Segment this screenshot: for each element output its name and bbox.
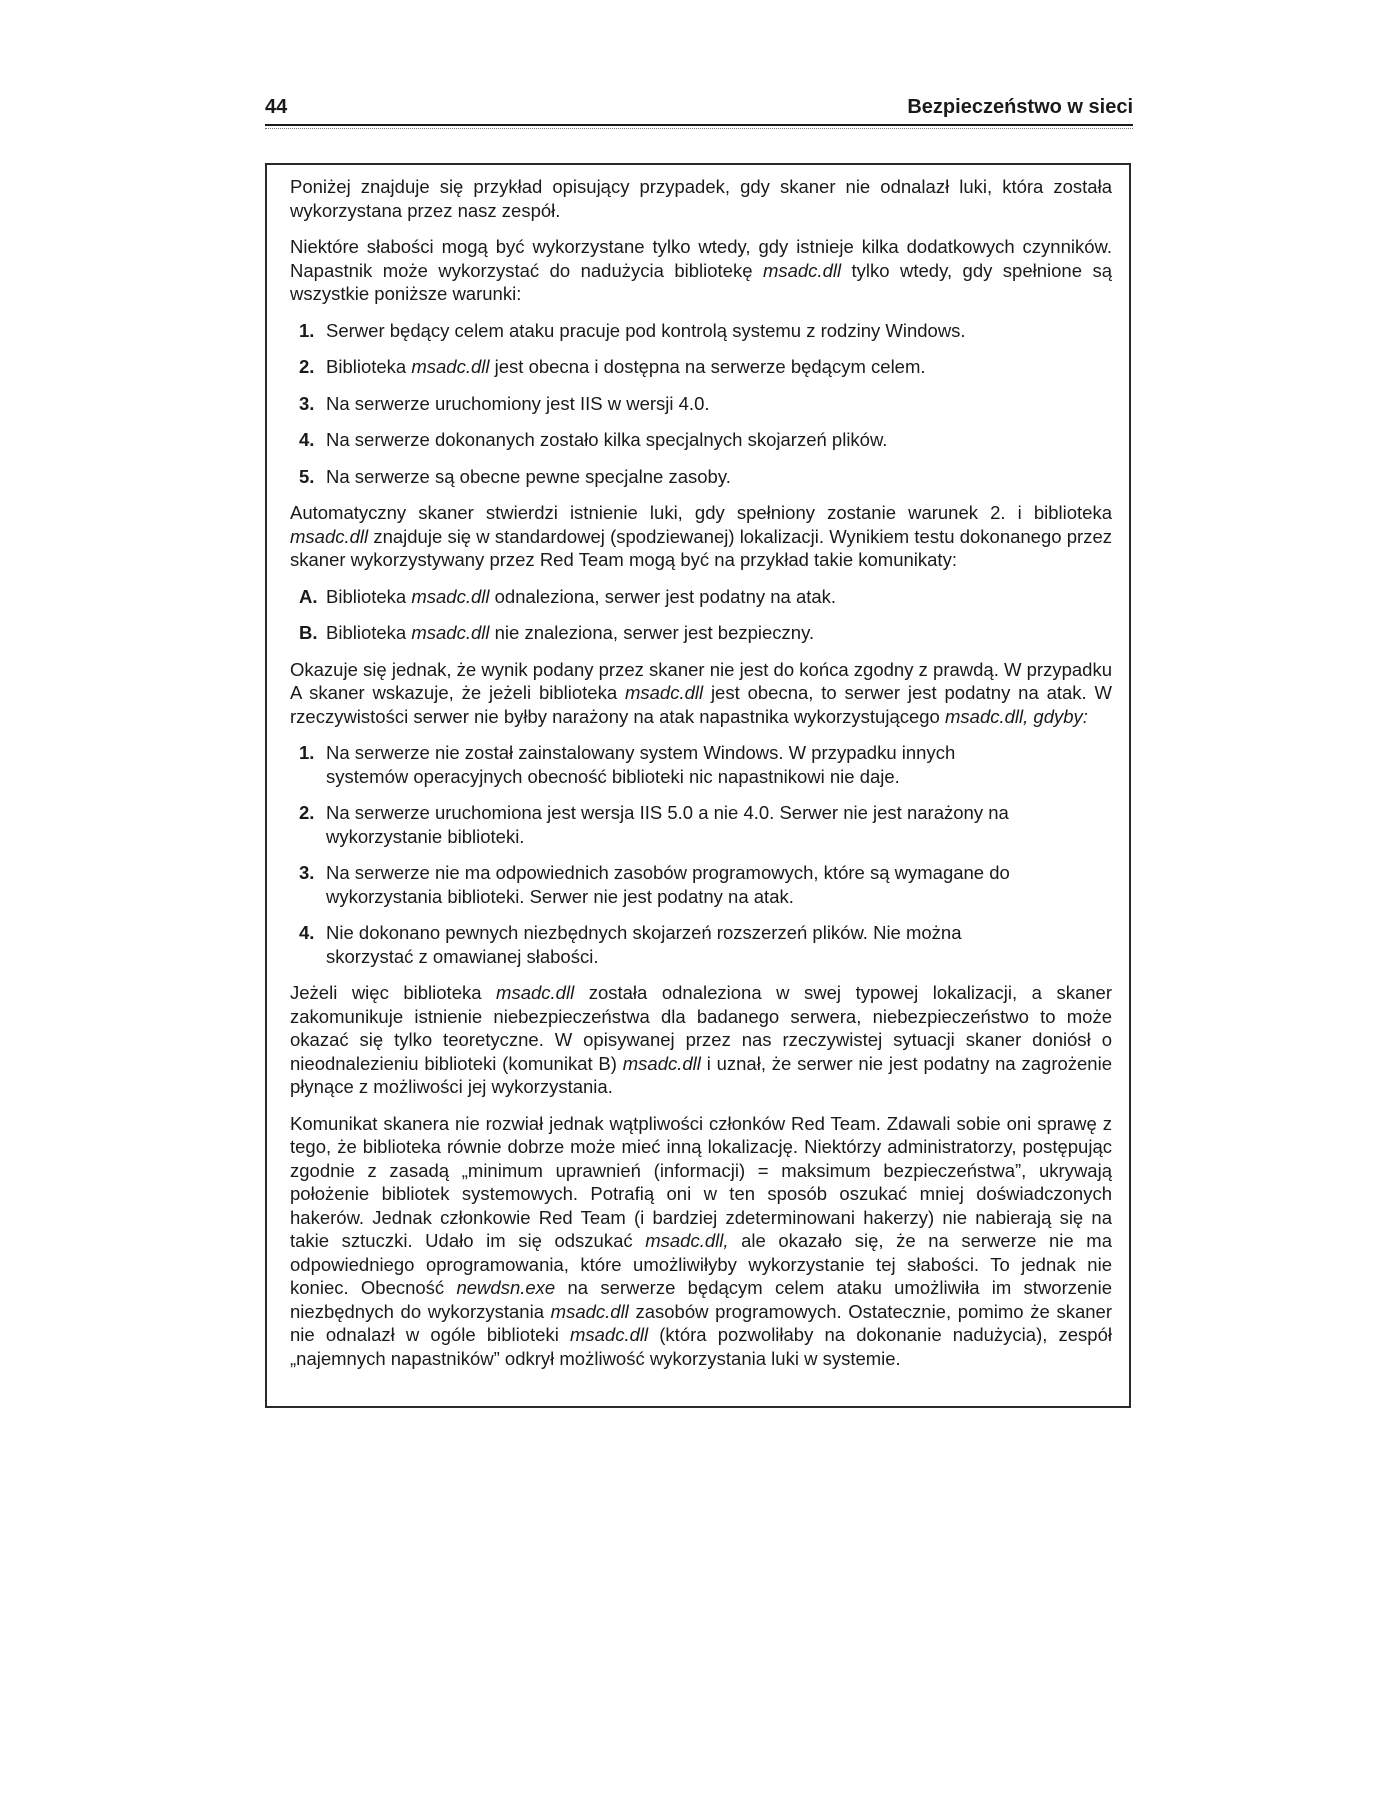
paragraph-intro: Poniżej znajduje się przykład opisujący przypadek, gdy skaner nie odnalazł luki, która została wykorzystana przez nasz zespół.	[290, 176, 1112, 221]
filename-emphasis: msadc.dll,	[645, 1230, 729, 1251]
list-item: 3. Na serwerze uruchomiony jest IIS w wersji 4.0.	[299, 392, 710, 414]
list-item: 1. Serwer będący celem ataku pracuje pod kontrolą systemu z rodziny Windows.	[299, 319, 966, 341]
scanner-messages-list	[290, 585, 1112, 645]
list-marker: 4.	[299, 922, 315, 943]
filename-emphasis: msadc.dll	[622, 1052, 701, 1074]
list-marker: 2.	[299, 356, 315, 377]
list-marker: 1.	[299, 742, 315, 763]
list-marker: 4.	[299, 429, 315, 450]
paragraph-theoretical-risk: Jeżeli więc biblioteka msadc.dll została odnaleziona w swej typowej lokalizacji, a skaner zakomunikuje istnienie niebezpieczeństwa dla badanego serwera, niebezpieczeństwo to może okazać się tylko teoretyczne. W opisywanej przez nas rzeczywistej sytuacji skaner doniósł o nieodnalezieniu biblioteki (komunikat B) msadc.dll i uznał, że serwer nie jest podatny na zagrożenie płynące z możliwości jej wykorzystania.	[290, 982, 1112, 1097]
list-item: 2. Biblioteka msadc.dll jest obecna i dostępna na serwerze będącym celem.	[299, 356, 926, 377]
list-marker: 5.	[299, 465, 315, 487]
page-number: 44	[265, 96, 288, 118]
filename-emphasis: msadc.dll	[411, 622, 490, 643]
sidebar-box-content	[290, 175, 1112, 1383]
filename-emphasis: msadc.dll	[290, 525, 369, 547]
list-item: 2. Na serwerze uruchomiona jest wersja IIS 5.0 a nie 4.0. Serwer nie jest narażony na wykorzystanie biblioteki.	[299, 802, 1009, 847]
list-item: 3. Na serwerze nie ma odpowiednich zasobów programowych, które są wymagane do wykorzystania biblioteki. Serwer nie jest podatny na atak.	[299, 862, 1010, 907]
page-header	[265, 96, 1133, 126]
list-marker: 2.	[299, 802, 315, 823]
filename-emphasis: msadc.dll	[762, 259, 842, 281]
list-item: 1. Na serwerze nie został zainstalowany system Windows. W przypadku innych systemów operacyjnych obecność biblioteki nic napastnikowi nie daje.	[299, 742, 956, 787]
list-marker: 3.	[299, 392, 315, 414]
filename-emphasis: msadc.dll	[550, 1300, 629, 1322]
list-marker: B.	[299, 622, 318, 643]
reasons-list	[290, 741, 1112, 968]
list-item: B. Biblioteka msadc.dll nie znaleziona, serwer jest bezpieczny.	[299, 622, 815, 643]
filename-emphasis: msadc.dll	[496, 982, 575, 1003]
filename-emphasis: msadc.dll	[569, 1324, 649, 1345]
list-marker: A.	[299, 585, 318, 607]
paragraph-conditions-intro: Niektóre słabości mogą być wykorzystane tylko wtedy, gdy istnieje kilka dodatkowych czynników. Napastnik może wykorzystać do nadużycia bibliotekę msadc.dll tylko wtedy, gdy spełnione są wszystkie poniższe warunki:	[290, 236, 1112, 304]
paragraph-scanner-detection: Automatyczny skaner stwierdzi istnienie luki, gdy spełniony zostanie warunek 2. i biblioteka msadc.dll znajduje się w standardowej (spodziewanej) lokalizacji. Wynikiem testu dokonanego przez skaner wykorzystywany przez Red Team mogą być na przykład takie komunikaty:	[290, 502, 1112, 570]
filename-emphasis: msadc.dll	[411, 585, 490, 607]
filename-emphasis: newdsn.exe	[456, 1277, 556, 1298]
paragraph-red-team-conclusion: Komunikat skanera nie rozwiał jednak wątpliwości członków Red Team. Zdawali sobie oni sprawę z tego, że biblioteka równie dobrze może mieć inną lokalizację. Niektórzy administratorzy, postępując zgodnie z zasadą „minimum uprawnień (informacji) = maksimum bezpieczeństwa”, ukrywają położenie bibliotek systemowych. Potrafią oni w ten sposób oszukać mniej doświadczonych hakerów. Jednak członkowie Red Team (i bardziej zdeterminowani hakerzy) nie nabierają się na takie sztuczki. Udało im się odszukać msadc.dll, ale okazało się, że na serwerze nie ma odpowiedniego oprogramowania, które umożliwiłyby wykorzystanie tej słabości. To jednak nie koniec. Obecność newdsn.exe na serwerze będącym celem ataku umożliwiła im stworzenie niezbędnych do wykorzystania msadc.dll zasobów programowych. Ostatecznie, pomimo że skaner nie odnalazł w ogóle biblioteki msadc.dll (która pozwoliłaby na dokonanie nadużycia), zespół „najemnych napastników” odkrył możliwość wykorzystania luki w systemie.	[290, 1112, 1112, 1369]
filename-emphasis: msadc.dll	[411, 356, 490, 377]
list-marker: 1.	[299, 319, 315, 341]
list-item: A. Biblioteka msadc.dll odnaleziona, serwer jest podatny na atak.	[299, 585, 837, 607]
conditions-list	[290, 319, 1112, 489]
filename-emphasis: msadc.dll, gdyby:	[945, 705, 1088, 727]
filename-emphasis: msadc.dll	[624, 682, 704, 703]
list-item: 5. Na serwerze są obecne pewne specjalne zasoby.	[299, 465, 731, 487]
list-item: 4. Nie dokonano pewnych niezbędnych skojarzeń rozszerzeń plików. Nie można skorzystać z omawianej słabości.	[299, 922, 962, 967]
paragraph-result-analysis: Okazuje się jednak, że wynik podany przez skaner nie jest do końca zgodny z prawdą. W przypadku A skaner wskazuje, że jeżeli biblioteka msadc.dll jest obecna, to serwer jest podatny na atak. W rzeczywistości serwer nie byłby narażony na atak napastnika wykorzystującego msadc.dll, gdyby:	[290, 658, 1112, 727]
list-marker: 3.	[299, 862, 315, 883]
header-divider	[265, 128, 1133, 129]
running-title: Bezpieczeństwo w sieci	[907, 96, 1133, 118]
list-item: 4. Na serwerze dokonanych zostało kilka specjalnych skojarzeń plików.	[299, 429, 888, 450]
